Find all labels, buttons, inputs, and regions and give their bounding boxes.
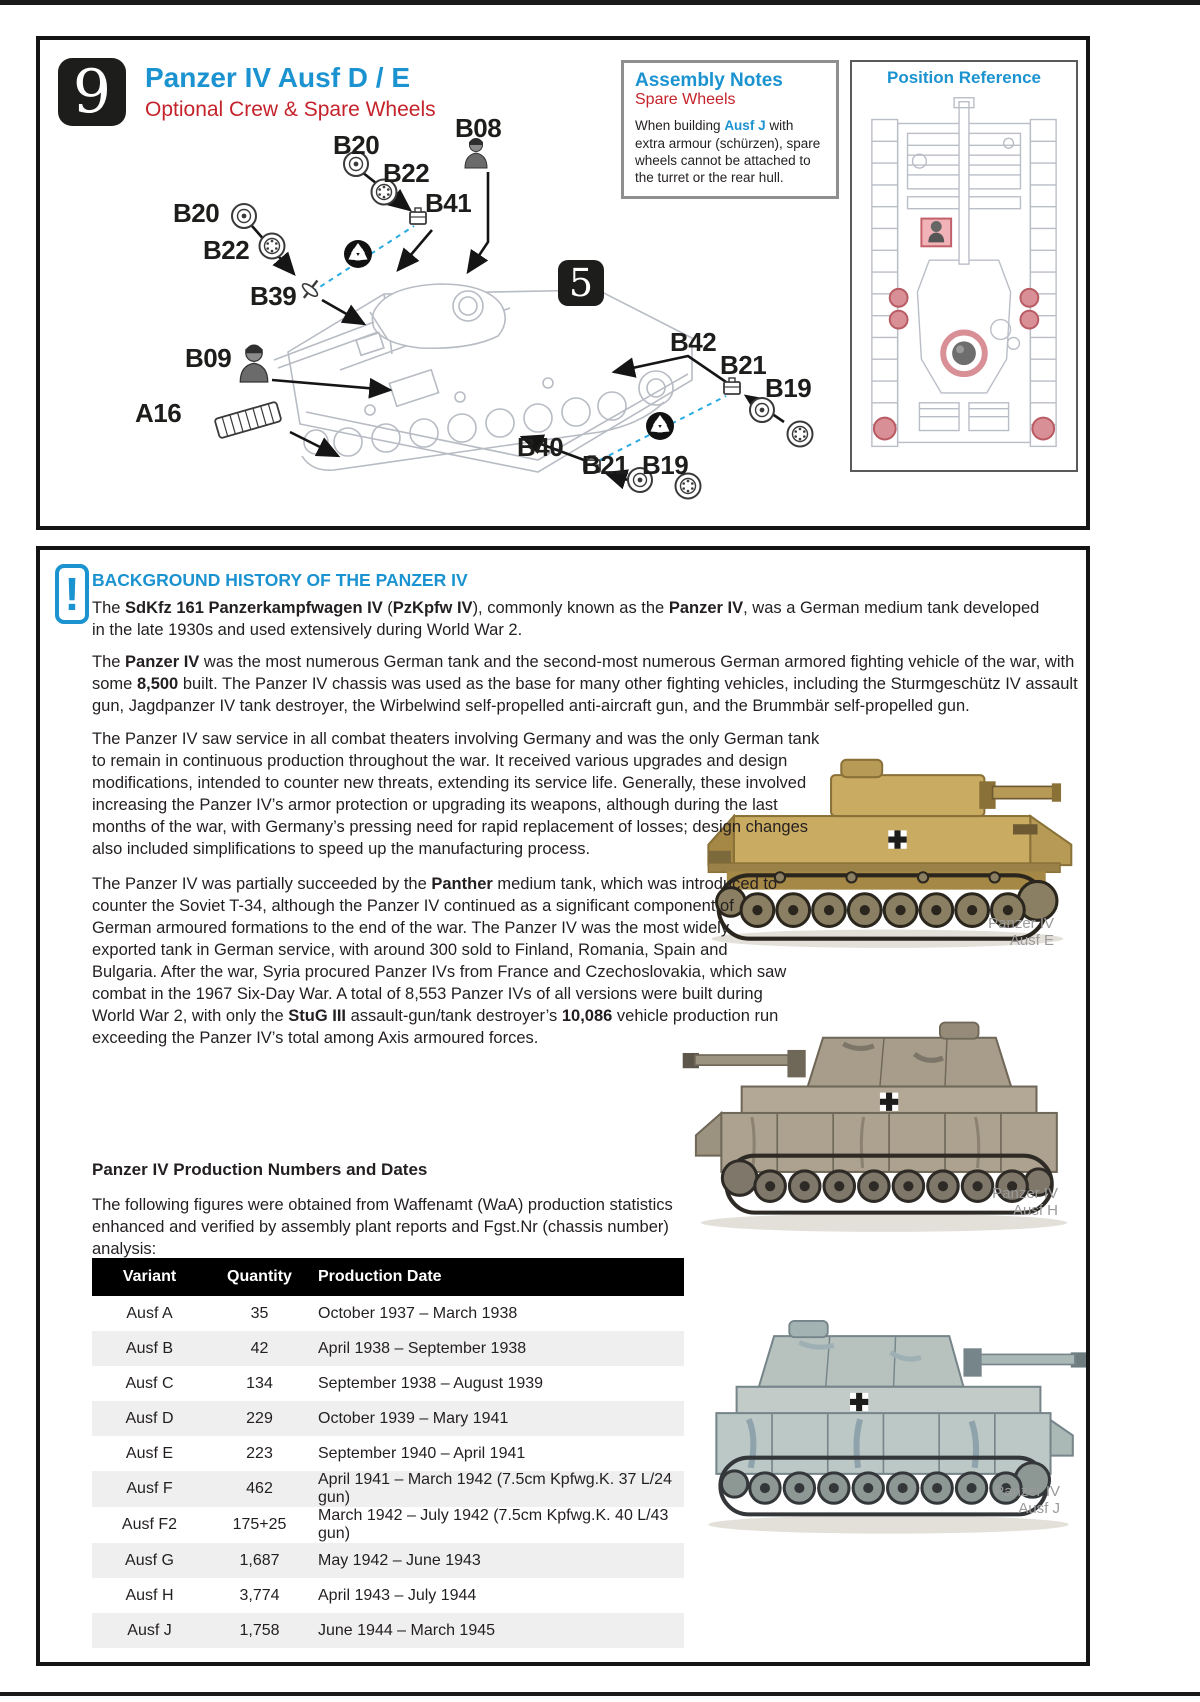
- assembly-notes-subtitle: Spare Wheels: [635, 90, 736, 108]
- photo-caption: Panzer IV Ausf E: [988, 915, 1054, 949]
- table-row: Ausf E 223 September 1940 – April 1941: [125, 1444, 526, 1462]
- position-reference-title: Position Reference: [887, 68, 1041, 87]
- german-cross-marking: [880, 1093, 898, 1111]
- part-label: B39: [250, 281, 297, 311]
- rotate-part-symbol-icon: [646, 412, 674, 440]
- assembly-notes-title: Assembly Notes: [635, 70, 783, 91]
- german-cross-marking: [888, 830, 906, 848]
- history-paragraph: The Panzer IV was the most numerous German tank and the second-most numerous German armored fighting vehicle of the war, with some 8,500 built. The Panzer IV chassis was used as the base for many other fighting vehicles, including the Sturmgeschütz IV assault gun, Jagdpanzer IV tank destroyer, the Wirbelwind self-propelled anti-aircraft gun, and the Brummbär self-propelled gun.: [92, 653, 1078, 715]
- table-row: Ausf F2 175+25 March 1942 – July 1942 (7.5cm Kpfwg.K. 40 L/43 gun): [121, 1507, 669, 1542]
- history-paragraph: The SdKfz 161 Panzerkampfwagen IV (PzKpfw IV), commonly known as the Panzer IV, was a German medium tank developed in the late 1930s and used extensively during World War 2.: [92, 599, 1040, 639]
- production-table: [92, 1258, 684, 1648]
- table-header-row: [92, 1258, 684, 1296]
- part-label: B19: [642, 450, 689, 480]
- part-label: B19: [765, 373, 812, 403]
- part-label: B20: [173, 198, 220, 228]
- history-paragraph: The Panzer IV was partially succeeded by the Panther medium tank, which was introduced to counter the Soviet T-34, although the Panzer IV continued as a significant component of German armoured formations to the end of the war. The Panzer IV was the most widely exported tank in German service, with around 300 sold to Finland, Romania, Spain and Bulgaria. After the war, Syria procured Panzer IVs from France and Czechoslovakia, which saw combat in the 1967 Six-Day War. A total of 8,553 Panzer IVs of all versions were built during World War 2, with only the StuG III assault-gun/tank destroyer’s 10,086 vehicle production run exceeding the Panzer IV’s total among Axis armoured forces.: [92, 875, 787, 1047]
- assembly-notes-body: When building Ausf J with extra armour (schürzen), spare wheels cannot be attached to the turret or the rear hull.: [635, 118, 821, 186]
- column-header: Production Date: [312, 1258, 684, 1296]
- page-edge-bottom: [0, 1692, 1200, 1696]
- table-row: Ausf D 229 October 1939 – Mary 1941: [92, 1401, 684, 1436]
- table-row: Ausf C 134 September 1938 – August 1939: [125, 1374, 544, 1392]
- photo-caption: Panzer IV Ausf J: [994, 1483, 1060, 1517]
- step-number-badge: 9: [58, 58, 126, 126]
- part-label: B42: [670, 327, 717, 357]
- inset-step-number-badge: 5: [558, 260, 604, 306]
- part-label: B21: [720, 350, 767, 380]
- spare-wheel-icon: [232, 204, 256, 228]
- column-header: Quantity: [207, 1258, 312, 1296]
- crew-bust-icon: [240, 345, 268, 382]
- part-label: B21: [582, 450, 629, 480]
- part-label: A16: [135, 398, 182, 428]
- position-reference-box: [850, 60, 1078, 472]
- spare-wheel-icon: [260, 234, 285, 259]
- rotate-part-symbol-icon: [344, 240, 372, 268]
- alert-icon: !: [55, 564, 89, 624]
- assembly-step-panel: [36, 36, 1090, 530]
- table-row: Ausf A 35 October 1937 – March 1938: [126, 1304, 518, 1322]
- tank-line-art: [274, 284, 692, 472]
- step-subtitle: Optional Crew & Spare Wheels: [145, 98, 436, 121]
- part-label: B40: [517, 432, 564, 462]
- part-label: B22: [383, 158, 430, 188]
- history-panel: [36, 546, 1090, 1666]
- part-label: B08: [455, 113, 502, 143]
- production-intro: The following figures were obtained from Waffenamt (WaA) production statistics enhanced and verified by assembly plant reports and Fgst.Nr (chassis number) analysis:: [92, 1196, 673, 1258]
- assembly-notes-box: [621, 60, 839, 199]
- table-row: Ausf H 3,774 April 1943 – July 1944: [125, 1586, 477, 1604]
- table-row: Ausf G 1,687 May 1942 – June 1943: [92, 1543, 684, 1578]
- mount-bracket-icon: [410, 208, 426, 224]
- table-row: Ausf F 462 April 1941 – March 1942 (7.5cm Kpfwg.K. 37 L/24 gun): [92, 1471, 684, 1507]
- page-edge-top: [0, 0, 1200, 5]
- mount-pin-icon: [297, 275, 325, 303]
- photo-caption: Panzer IV Ausf H: [992, 1185, 1058, 1219]
- spare-wheel-icon: [788, 422, 813, 447]
- history-title: BACKGROUND HISTORY OF THE PANZER IV: [92, 570, 468, 590]
- part-label: B41: [425, 188, 472, 218]
- production-heading: Panzer IV Production Numbers and Dates: [92, 1160, 428, 1179]
- track-link-icon: [214, 402, 281, 439]
- part-label: B20: [333, 130, 380, 160]
- column-header: Variant: [92, 1258, 207, 1296]
- part-label: B09: [185, 343, 232, 373]
- history-paragraph: The Panzer IV saw service in all combat theaters involving Germany and was the only German tank to remain in continuous production throughout the war. It received various upgrades and design modifications, intended to counter new threats, extending its service life. Generally, these involved increasing the Panzer IV’s armor protection or upgrading its weapons, although during the last months of the war, with Germany’s pressing need for rapid replacement of losses; design changes also included simplifications to speed up the manufacturing process.: [92, 730, 820, 858]
- position-reference-diagram: [860, 92, 1068, 464]
- german-cross-marking: [850, 1393, 868, 1411]
- step-title: Panzer IV Ausf D / E: [145, 62, 411, 93]
- table-row: Ausf B 42 April 1938 – September 1938: [92, 1331, 684, 1366]
- table-row: Ausf J 1,758 June 1944 – March 1945: [92, 1613, 684, 1648]
- part-label: B22: [203, 235, 250, 265]
